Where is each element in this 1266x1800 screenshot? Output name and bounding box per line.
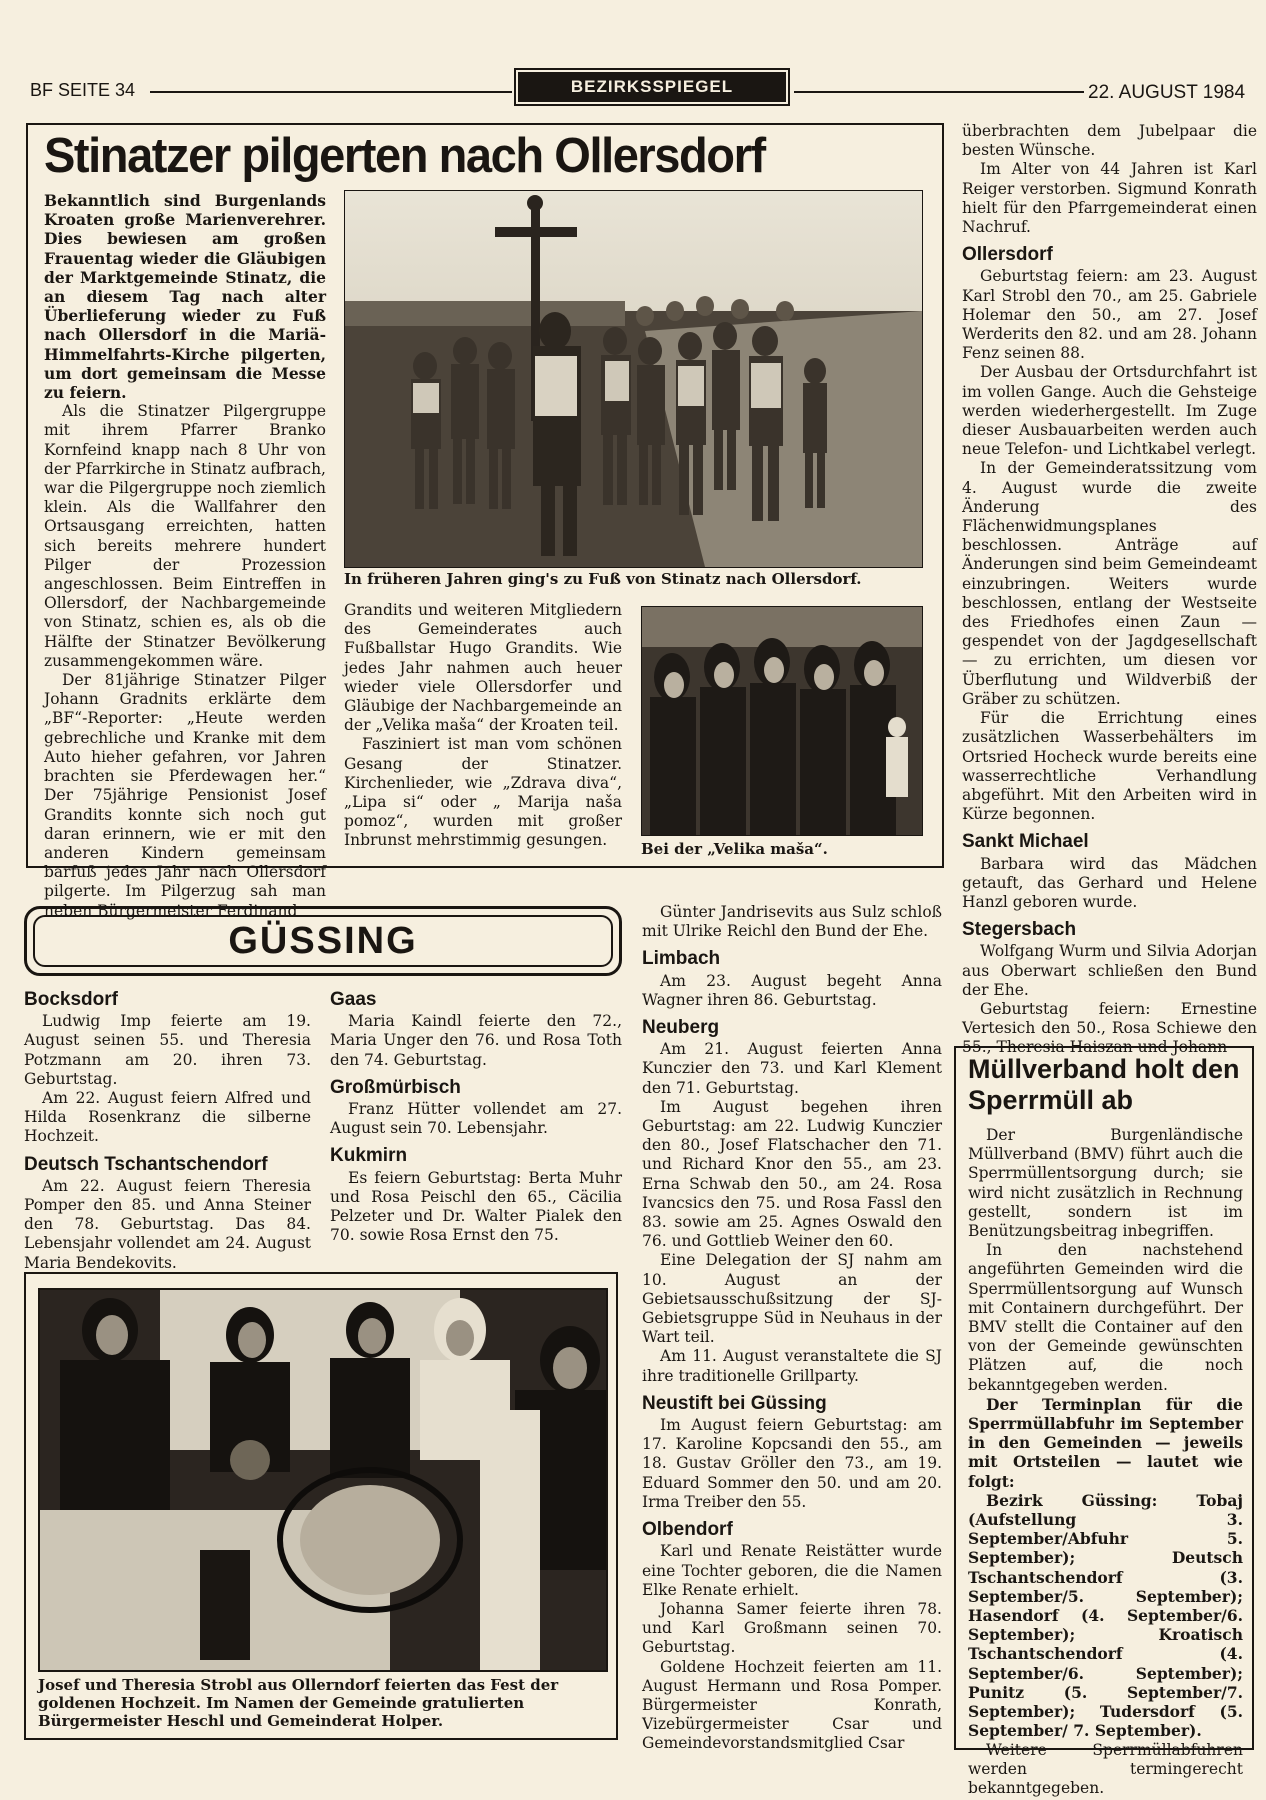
- article-paragraph: Am 21. August feierten Anna Kunczier den 73. und Karl Klement den 71. Geburtstag.: [642, 1040, 942, 1097]
- article-paragraph: In den nachstehend angeführten Gemeinden wird die Sperrmüllentsorgung auf Wunsch mit Containern durchgeführt. Der BMV stellt die Container auf den von der Gemeinde gewünschten Plätzen auf, die noch bekanntgegeben werden.: [968, 1241, 1243, 1394]
- guessing-banner: GÜSSING: [228, 920, 418, 962]
- article-paragraph: Als die Stinatzer Pilgergruppe mit ihrem Pfarrer Branko Kornfeind knapp nach 8 Uhr von der Pfarrkirche in Stinatz aufbrach, war die Pilgergruppe noch ziemlich klein. Als die Wallfahrer den Ortsausgang erreichten, hatten sich bereits mehrere hundert Pilger der Prozession angeschlossen. Beim Eintreffen in Ollersdorf, der Nachbargemeinde von Stinatz, schien es, als ob die Hälfte der Stinatzer Bevölkerung zusammengekommen wäre.: [44, 402, 326, 670]
- article-paragraph: Im August begehen ihren Geburtstag: am 22. Ludwig Kunczier den 80., Josef Flatschacher den 71. und Richard Knor den 55., am 23. Erna Schwab den 50., am 24. Rosa Ivancsics den 75. und Rosa Fassl den 83. sowie am 25. Agnes Oswald den 76. und Gottlieb Weiner den 60.: [642, 1097, 942, 1251]
- section-label: BEZIRKSSPIEGEL: [518, 72, 786, 102]
- velika-masa-photo-image: [642, 607, 922, 835]
- header-rule-left: [150, 91, 512, 93]
- subhead-kukmirn: Kukmirn: [330, 1145, 408, 1167]
- middle-column: [642, 903, 942, 1753]
- article-paragraph: Günter Jandrisevits aus Sulz schloß mit Ulrike Reichl den Bund der Ehe.: [642, 903, 942, 941]
- lead-paragraph: Bekanntlich sind Burgenlands Kroaten große Marienverehrer. Dies bewiesen am großen Frauentag wieder die Gläubigen der Marktgemeinde Stinatz, die an diesem Tag nach alter Überlieferung wieder zu Fuß nach Ollersdorf in die Mariä-Himmelfahrts-Kirche pilgerten, um dort gemeinsam die Messe zu feiern.: [44, 191, 326, 403]
- issue-date: 22. AUGUST 1984: [1088, 82, 1246, 103]
- golden-wedding-photo: [38, 1288, 608, 1672]
- article-paragraph: Der Ausbau der Ortsdurchfahrt ist im vollen Gange. Auch die Gehsteige werden wiederhergestellt. Im Zuge dieser Ausbauarbeiten werden auch neue Telefon- und Lichtkabel verlegt.: [962, 363, 1257, 459]
- procession-photo: [344, 190, 923, 568]
- main-article-col2: [344, 601, 622, 859]
- header-rule-right: [794, 91, 1084, 93]
- article-paragraph: Für die Errichtung eines zusätzlichen Wasserbehälters im Ortsried Hocheck wurde bereits eine wasserrechtliche Verhandlung abgeführt. Mit den Arbeiten wird in Kürze begonnen.: [962, 709, 1257, 824]
- article-paragraph: Geburtstag feiern: Ernestine Vertesich den 50., Rosa Schiewe den 55., Theresia Haiszan und Johann: [962, 999, 1257, 1057]
- article-paragraph: Grandits und weiteren Mitgliedern des Gemeinderates auch Fußballstar Hugo Grandits. Wie jedes Jahr nahmen auch heuer wieder viele Ollersdorfer und Gläubige der Nachbargemeinde an der „Velika maša“ der Kroaten teil.: [344, 601, 622, 735]
- subhead-gaas: Gaas: [330, 989, 377, 1010]
- article-paragraph: Am 22. August feiern Theresia Pomper den 85. und Anna Steiner den 78. Geburtstag. Das 84. Lebensjahr vollendet am 24. August Maria Bendekovits.: [24, 1176, 311, 1272]
- article-paragraph: Am 23. August begeht Anna Wagner ihren 86. Geburtstag.: [642, 971, 942, 1009]
- article-paragraph: Ludwig Imp feierte am 19. August seinen 55. und Theresia Potzmann am 20. ihren 73. Geburtstag.: [24, 1012, 311, 1088]
- article-paragraph: Wolfgang Wurm und Silvia Adorjan aus Oberwart schließen den Bund der Ehe.: [962, 942, 1257, 999]
- article-paragraph: Johanna Samer feierte ihren 78. und Karl Großmann seinen 70. Geburtstag.: [642, 1599, 942, 1657]
- subhead-neustift: Neustift bei Güssing: [642, 1392, 827, 1414]
- velika-masa-photo: [641, 606, 923, 836]
- article-paragraph: Bezirk Güssing: Tobaj (Aufstellung 3. September/Abfuhr 5. September); Deutsch Tschantschendorf (3. September/5. September); Hasendorf (4. September/6. September); Kroatisch Tschantschendorf (4. September/6. September); Punitz (5. September/7. September); Tudersdorf (5. September/ 7. September).: [968, 1490, 1243, 1741]
- article-paragraph: Im Alter von 44 Jahren ist Karl Reiger verstorben. Sigmund Konrath hielt für den Pfarrgemeinderat einen Nachruf.: [962, 160, 1257, 237]
- article-paragraph: Es feiern Geburtstag: Berta Muhr und Rosa Peischl den 65., Cäcilia Pelzeter und Dr. Walter Pialek den 70. sowie Rosa Ernst den 75.: [330, 1168, 622, 1245]
- muellverband-article: [968, 1054, 1243, 1797]
- main-headline: Stinatzer pilgerten nach Ollersdorf: [44, 129, 765, 183]
- article-paragraph: Maria Kaindl feierte den 72., Maria Unger den 76. und Rosa Toth den 74. Geburtstag.: [330, 1012, 622, 1069]
- article-paragraph: Karl und Renate Reistätter wurde eine Tochter geboren, die die Namen Elke Renate erhielt.: [642, 1542, 942, 1599]
- right-column: [962, 122, 1257, 1057]
- article-paragraph: überbrachten dem Jubelpaar die besten Wünsche.: [962, 122, 1257, 160]
- article-paragraph: Geburtstag feiern: am 23. August Karl Strobl den 70., am 25. Gabriele Holemar den 50., am 27. Josef Werderits den 82. und am 28. Johann Fenz seinen 88.: [962, 267, 1257, 363]
- article-paragraph: Der Burgenländische Müllverband (BMV) führt auch die Sperrmüllentsorgung durch; sie wird nicht zusätzlich in Rechnung gestellt, sondern ist im Benützungsbeitrag inbegriffen.: [968, 1126, 1243, 1241]
- article-paragraph: Im August feiern Geburtstag: am 17. Karoline Kopcsandi den 55., am 18. Gustav Gröller den 73., am 19. Eduard Sommer den 50. und am 20. Irma Treiber den 55.: [642, 1416, 942, 1511]
- subhead-olbendorf: Olbendorf: [642, 1519, 733, 1541]
- procession-photo-image: [345, 191, 922, 567]
- article-paragraph: Am 11. August veranstaltete die SJ ihre traditionelle Grillparty.: [642, 1347, 942, 1385]
- guessing-column-1: [24, 988, 311, 1272]
- page-label: BF SEITE 34: [30, 80, 136, 100]
- article-paragraph: Franz Hütter vollendet am 27. August sein 70. Lebensjahr.: [330, 1100, 622, 1138]
- article-paragraph: Der 81jährige Stinatzer Pilger Johann Gradnits erklärte dem „BF“-Reporter: „Heute werden gebrechliche und Kranke mit dem Auto hieher gefahren, vor Jahren brachten sie Pferdewagen her.“ Der 75jährige Pensionist Josef Grandits konnte sich noch gut daran erinnern, wie er mit den anderen Kindern gemeinsam barfuß jedes Jahr nach Ollersdorf pilgerte. Im Pilgerzug sah man neben Bürgermeister Ferdinand: [44, 671, 326, 920]
- subhead-grossmuerbisch: Großmürbisch: [330, 1076, 461, 1098]
- velika-masa-photo-caption: Bei der „Velika maša“.: [641, 840, 828, 858]
- subhead-neuberg: Neuberg: [642, 1017, 720, 1039]
- subhead-stegersbach: Stegersbach: [962, 919, 1077, 941]
- subhead-deutsch-tschantschendorf: Deutsch Tschantschendorf: [24, 1153, 268, 1175]
- article-paragraph: Eine Delegation der SJ nahm am 10. August an der Gebietsausschußsitzung der SJ-Gebietsgruppe Süd in Neuhaus in der Wart teil.: [642, 1251, 942, 1347]
- article-paragraph: Weitere Sperrmüllabfuhren werden termingerecht bekanntgegeben.: [968, 1740, 1243, 1797]
- article-paragraph: Fasziniert ist man vom schönen Gesang der Stinatzer. Kirchenlieder, wie „Zdrava diva“, „Lipa si“ oder „ Marija naša pomoz“, wurden mit großer Inbrunst mehrstimmig gesungen.: [344, 735, 622, 850]
- subhead-bocksdorf: Bocksdorf: [24, 989, 118, 1010]
- article-paragraph: In der Gemeinderatssitzung vom 4. August wurde die zweite Änderung des Flächenwidmungsplanes beschlossen. Anträge auf Änderungen sind beim Gemeindeamt einzubringen. Weiters wurde beschlossen, entlang der Westseite des Friedhofes einen Zaun — gespendet von der Jagdgesellschaft — zu errichten, um diesen vor Überflutung und Wildverbiß der Gräber zu schützen.: [962, 459, 1257, 708]
- golden-wedding-photo-image: [40, 1290, 606, 1670]
- main-article-col1: [44, 191, 326, 920]
- article-paragraph: Am 22. August feiern Alfred und Hilda Rosenkranz die silberne Hochzeit.: [24, 1089, 311, 1146]
- article-paragraph: Der Terminplan für die Sperrmüllabfuhr im September in den Gemeinden — jeweils mit Ortsteilen — lautet wie folgt:: [968, 1394, 1243, 1491]
- muellverband-headline: Müllverband holt den Sperrmüll ab: [968, 1054, 1240, 1115]
- subhead-limbach: Limbach: [642, 948, 721, 970]
- guessing-column-2: [330, 988, 622, 1258]
- golden-wedding-photo-caption: Josef und Theresia Strobl aus Ollerndorf feierten das Fest der goldenen Hochzeit. Im Namen der Gemeinde gratulierten Bürgermeister Heschl und Gemeinderat Holper.: [38, 1676, 559, 1730]
- procession-photo-caption: In früheren Jahren ging's zu Fuß von Stinatz nach Ollersdorf.: [344, 570, 862, 588]
- article-paragraph: Barbara wird das Mädchen getauft, das Gerhard und Helene Hanzl geboren wurde.: [962, 854, 1257, 911]
- subhead-ollersdorf: Ollersdorf: [962, 244, 1053, 266]
- subhead-sankt-michael: Sankt Michael: [962, 831, 1089, 853]
- article-paragraph: Goldene Hochzeit feierten am 11. August Hermann und Rosa Pomper. Bürgermeister Konrath, Vizebürgermeister Csar und Gemeindevorstandsmitglied Csar: [642, 1657, 942, 1753]
